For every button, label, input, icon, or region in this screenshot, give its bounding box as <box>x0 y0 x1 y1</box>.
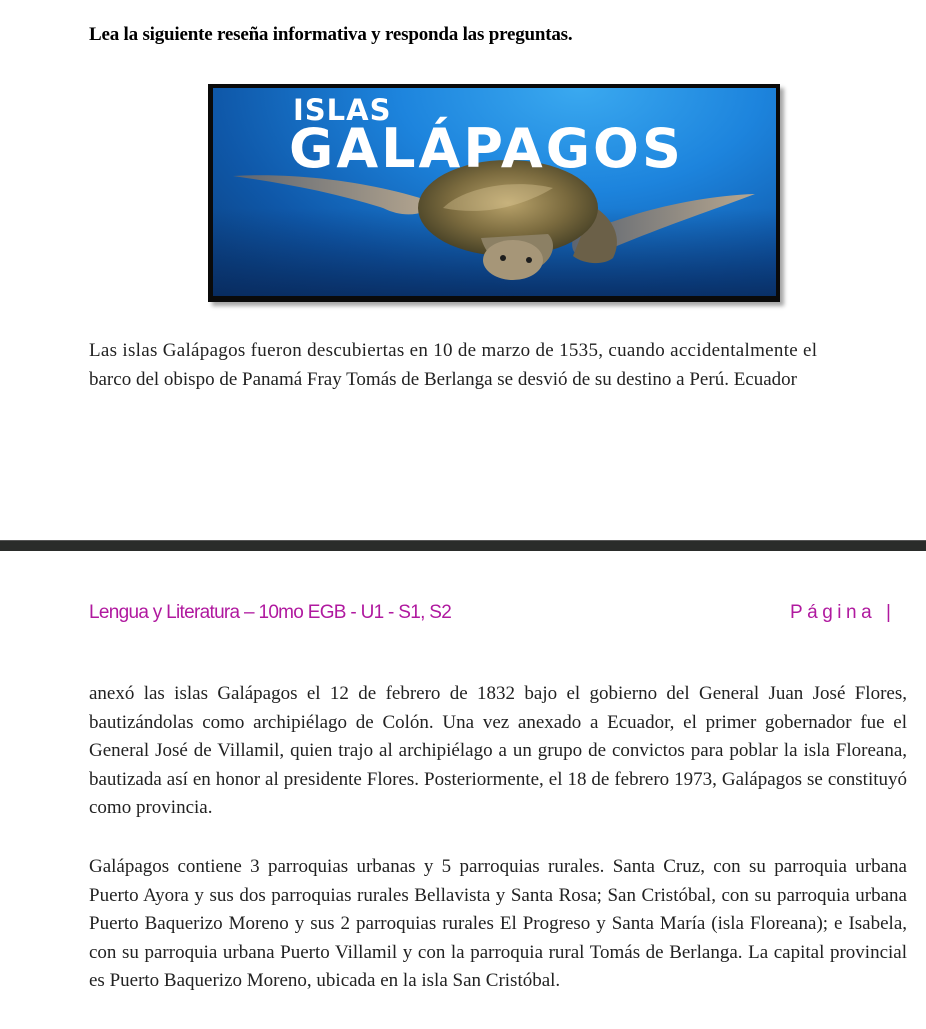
page2-paragraph-1: anexó las islas Galápagos el 12 de febrero de 1832 bajo el gobierno del General Juan José Flores, bautizándolas como archipiélago de Colón. Una vez anexado a Ecuador, el primer gobernador fue el General José de Villamil, quien trajo al archipiélago a un grupo de convictos para poblar la isla Floreana, bautizada así en honor al presidente Flores. Posteriormente, el 18 de febrero 1973, Galápagos se constituyó como provincia. <box>89 683 907 819</box>
header-subject: Lengua y Literatura – 10mo EGB - U1 - S1, S2 <box>89 602 452 623</box>
banner-title-galapagos: GALÁPAGOS <box>289 117 684 180</box>
galapagos-banner-frame <box>208 84 780 302</box>
page1-line-1: Las islas Galápagos fueron descubiertas en 10 de marzo de 1535, cuando accidentalmente el <box>89 340 818 361</box>
page2-paragraph-2: Galápagos contiene 3 parroquias urbanas y 5 parroquias rurales. Santa Cruz, con su parroquia urbana Puerto Ayora y sus dos parroquias rurales Bellavista y Santa Rosa; San Cristóbal, con su parroquia urbana Puerto Baquerizo Moreno y sus 2 parroquias rurales El Progreso y Santa María (isla Floreana); e Isabela, con su parroquia urbana Puerto Villamil y con la parroquia rural Tomás de Berlanga. La capital provincial es Puerto Baquerizo Moreno, ubicada en la isla San Cristóbal. <box>89 856 907 992</box>
page-break-separator <box>0 540 926 551</box>
header-page-label: Página | <box>790 602 896 623</box>
instruction-heading: Lea la siguiente reseña informativa y responda las preguntas. <box>89 24 573 45</box>
galapagos-banner-image <box>213 88 776 296</box>
banner-title-islas: ISLAS <box>293 93 392 127</box>
page1-text <box>89 337 926 394</box>
page1-line-2: barco del obispo de Panamá Fray Tomás de Berlanga se desvió de su destino a Perú. Ecuador <box>89 368 797 390</box>
